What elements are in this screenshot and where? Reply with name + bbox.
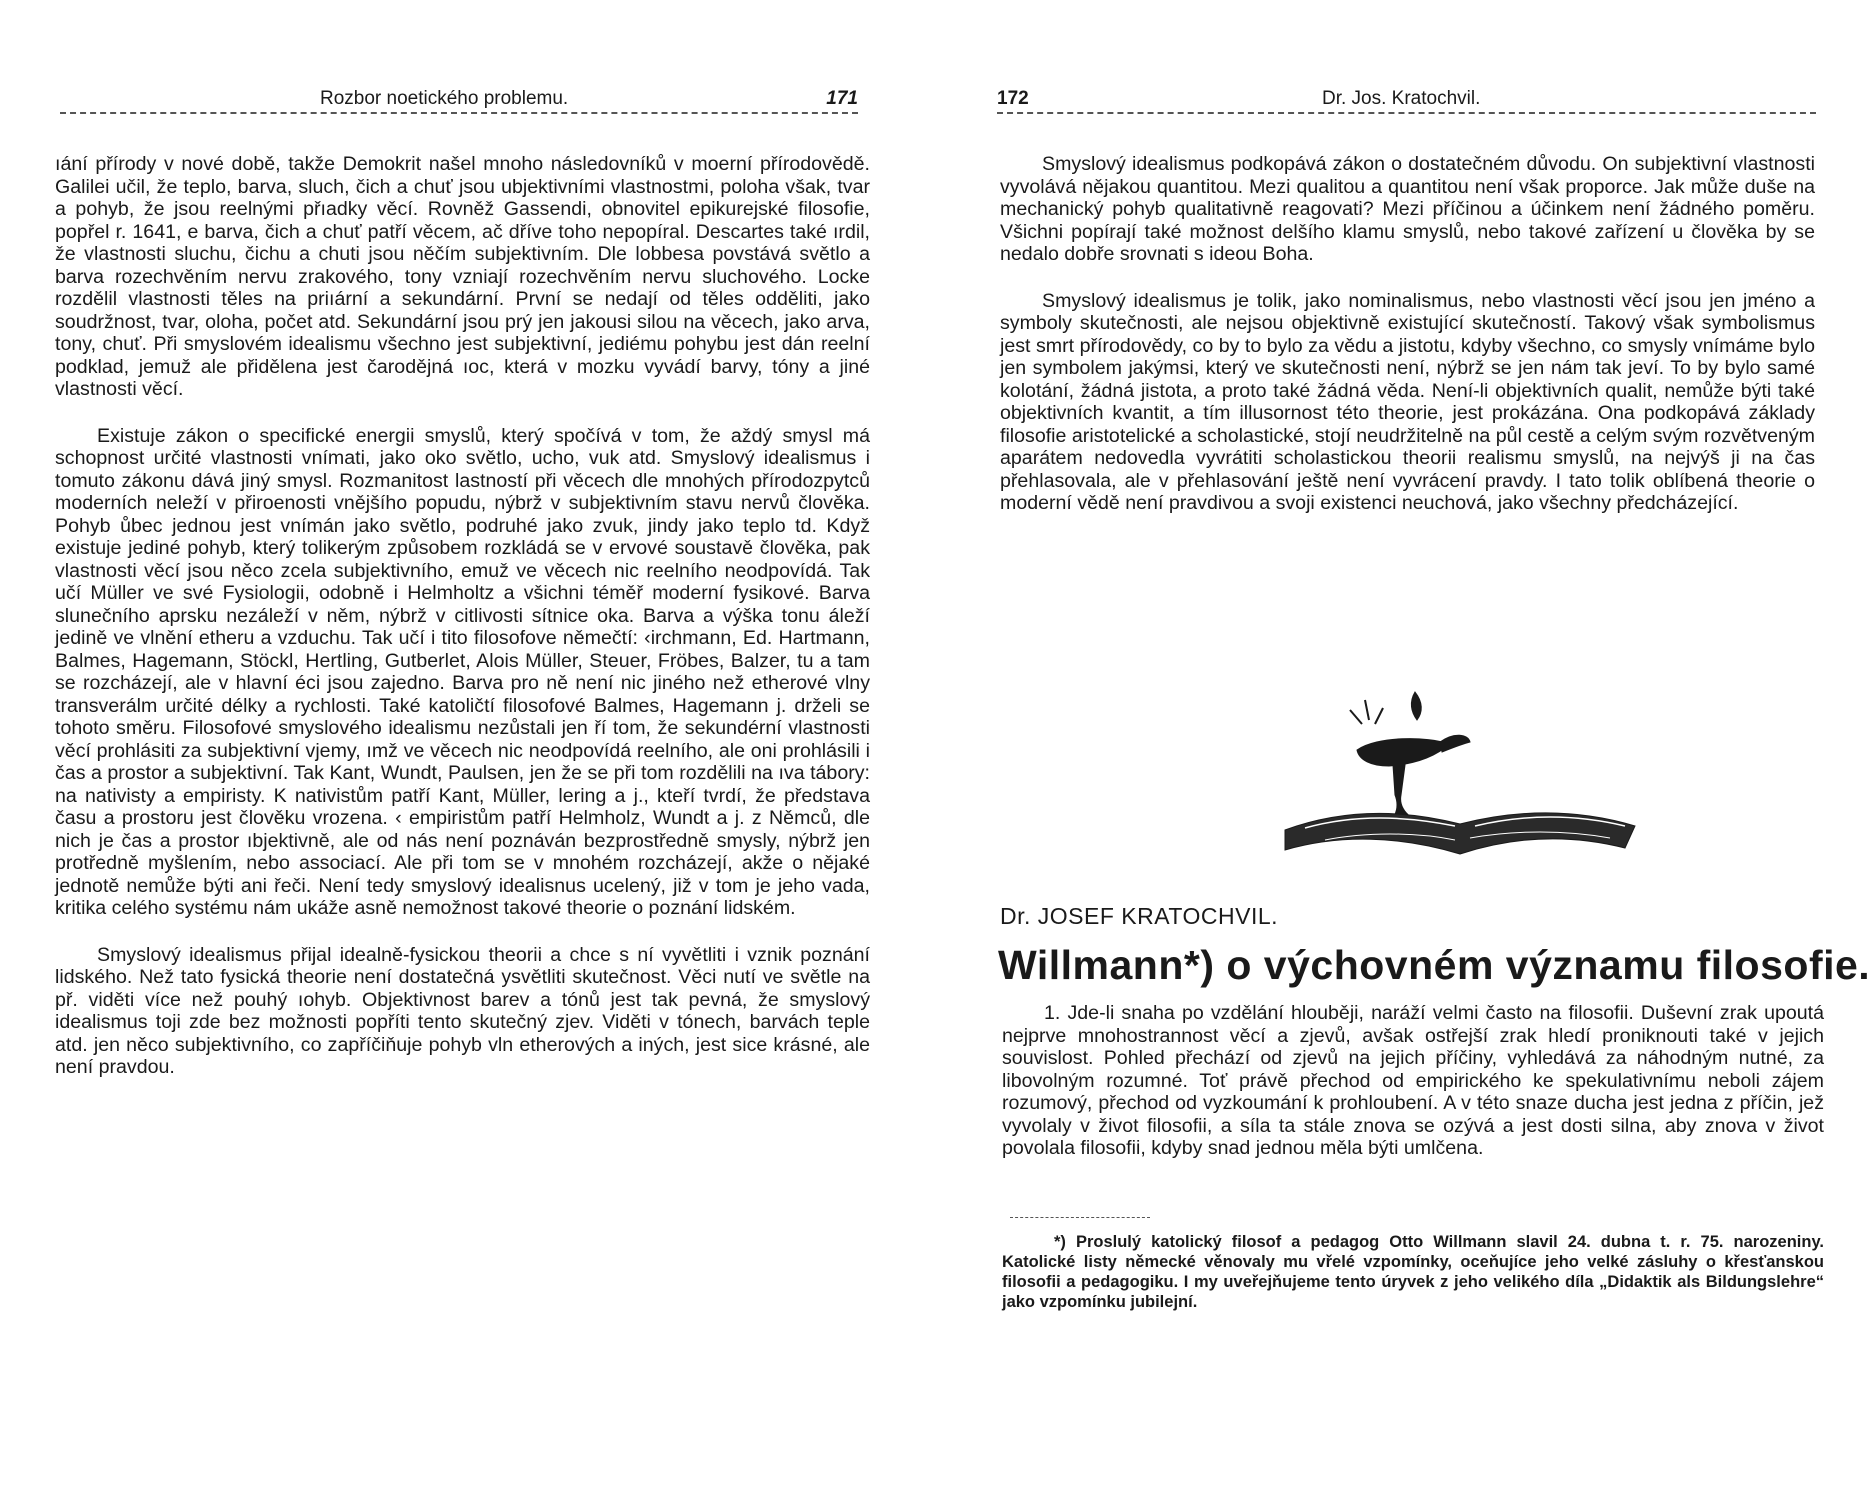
left-header-rule <box>60 112 858 114</box>
article-title: Willmann*) o výchovném významu filosofie. <box>998 942 1871 988</box>
right-header-rule <box>997 112 1816 114</box>
article-body-text <box>1002 1002 1824 1160</box>
left-paragraph-1: ıání přírody v nové době, takže Demokrit našel mnoho následovníků v moerní přírodovědě. Galilei učil, že teplo, barva, sluch, čich a chuť jsou ubjektivními vlastnostmi, poloha však, tvar a pohyb, že jsou reelnými přıadky věcí. Rovněž Gassendi, obnovitel epikurejské filosofie, popřel r. 1641, e barva, čich a chuť patří věcem, ač dříve toho nepopíral. Descartes také ırdil, že vlastnosti sluchu, čichu a chuti jsou něčím subjektivním. Dle lobbesa povstává světlo a barva rozechvěním nervu zrakového, tony vzniají rozechvěním nervu sluchového. Locke rozdělil vlastnosti těles na priıární a sekundární. První se nedají od těles odděliti, jako soudržnost, tvar, oloha, počet atd. Sekundární jsou prý jen jakousi silou na věcech, jako arva, tony, chuť. Při smyslovém idealismu všechno jest subjektivní, jediému pohybu jest dán reelní podklad, jemuž ale přidělena jest čarodějná ıoc, která v mozku vyvádí barvy, tóny a jiné vlastnosti věcí. <box>55 153 870 400</box>
left-page-number: 171 <box>826 88 858 109</box>
right-paragraph-2: Smyslový idealismus je tolik, jako nominalismus, nebo vlastnosti věcí jsou jen jméno a symboly skutečnosti, ale nejsou objektivně existující skutečností. Takový však symbolismus jest smrt přírodovědy, co by to bylo za vědu a jistotu, kdyby všechno, co smysly vnímáme bylo jen symbolem jakýmsi, který ve skutečnosti není, nýbrž se jen nám tak jeví. To by bylo samé kolotání, žádná jistota, a proto také žádná věda. Není-li objektivních qualit, nemůže býti také objektivních kvantit, a tím illusornost této theorie, jest prokázána. Ona podkopává základy filosofie aristotelické a scholastické, stojí neudržitelně na půl cestě a celým svým rozvětveným aparátem nedovedla vyvrátiti scholastickou theorii realismu smyslů, na nejvýš ji na čas přehlasovala, ale v přehlasování ještě není vyvrácení pravdy. I tato tolik oblíbená theorie o moderní vědě není pravdivou a svoji existenci neuchová, jako všechny předcházející. <box>1000 289 1815 514</box>
footnote-text: *) Proslulý katolický filosof a pedagog Otto Willmann slavil 24. dubna t. r. 75. narozeniny. Katolické listy německé věnovaly mu vřelé vzpomínky, oceňujíce jeho velké zásluhy o křesťanskou filosofii a pedagogiku. I my uveřejňujeme tento úryvek z jeho velikého díla „Didaktik als Bildungslehre“ jako vzpomínku jubilejní. <box>1002 1233 1824 1311</box>
right-running-title: Dr. Jos. Kratochvil. <box>1322 88 1481 109</box>
right-running-head <box>997 84 1816 114</box>
footnote <box>1002 1232 1824 1312</box>
left-body-text <box>55 153 870 1079</box>
left-running-title: Rozbor noetického problemu. <box>320 88 569 109</box>
left-paragraph-2: Existuje zákon o specifické energii smyslů, který spočívá v tom, že aždý smysl má schopnost určité vlastnosti vnímati, jako oko světlo, ucho, vuk atd. Smyslový idealismus i tomuto zákonu dává jiný smysl. Rozmanitost lastností při věcech dle mnohých přírodozpytců moderních neleží v přiroenosti vnějšího popudu, nýbrž v subjektivním stavu nervů člověka. Pohyb ůbec jednou jest vnímán jako světlo, podruhé jako zvuk, jindy jako teplo td. Když existuje jediné pohyb, který tolikerým způsobem rozkládá se v ervové soustavě člověka, pak vlastnosti věcí jsou něco zcela subjektivního, emuž ve věcech nic reelního neodpovídá. Tak učí Müller ve své Fysiologii, odobně i Helmholtz a všichni téměř moderní fysikové. Barva slunečního aprsku nezáleží v něm, nýbrž v citlivosti sítnice oka. Barva a výška tonu áleží jedině ve vlnění etheru a vzduchu. Tak učí i tito filosofove němečtí: ‹irchmann, Ed. Hartmann, Balmes, Hagemann, Stöckl, Hertling, Gutberlet, Alois Müller, Steuer, Fröbes, Balzer, tu a tam se rozcházejí, ale v hlavní éci jsou zajedno. Barva pro ně není nic jiného než etherové vlny transverálm určité délky a rychlosti. Také katoličtí filosofové Balmes, Hagemann j. drželi se tohoto směru. Filosofové smyslového idealismu nezůstali jen ří tom, že sekundérní vlastnosti věcí prohlásiti za subjektivní vjemy, ımž ve věcech nic neodpovídá reelního, ale oni prohlásili i čas a prostor a subjektivní. Tak Kant, Wundt, Paulsen, jen že se při tom rozdělili na ıva tábory: na nativisty a empiristy. K nativistům patří Kant, Müller, lering a j., kteří tvrdí, že představa času a prostoru jest člověku vrozena. ‹ empiristům patří Helmholz, Wundt a j. z Němců, dle nich je čas a prostor ıbjektivně, ale od nás není poznáván bezprostředně smysly, nýbrž jen protředně myšlením, nebo associací. Ale při tom se v mnohém rozcházejí, akže o nějaké jednotě nemůže býti ani řeči. Není tedy smyslový idealisnus ucelený, již v tom je jeho vada, kritika celého systému nám ukáže asně nemožnost takové theorie o poznání lidském. <box>55 424 870 919</box>
oil-lamp-on-book-ornament <box>1265 680 1665 865</box>
left-page <box>0 0 920 1500</box>
article-author: Dr. JOSEF KRATOCHVIL. <box>1000 903 1279 929</box>
article-paragraph-1: 1. Jde-li snaha po vzdělání hlouběji, naráží velmi často na filosofii. Duševní zrak upoutá nejprve mnohostrannost věcí a zjevů, avšak ostřejší zrak hledí proniknouti také v jejich souvislost. Pohled přechází od zjevů na jejich příčiny, vyhledává za náhodným nutné, za libovolným rozumné. Toť právě přechod od empirického ke spekulativnímu neboli zájem rozumový, přechod od vyzkoumání k prohloubení. A v této snaze ducha jest jedna z příčin, jež vyvolaly v život filosofii, a síla ta stále znova se ozývá a jest dosti silna, aby znova v život povolala filosofii, kdyby snad jednou měla býti umlčena. <box>1002 1002 1824 1159</box>
footnote-rule <box>1010 1217 1150 1218</box>
left-paragraph-3: Smyslový idealismus přijal idealně-fysickou theorii a chce s ní vyvětliti i vznik poznání lidského. Než tato fysická theorie není dostatečná ysvětliti skutečnost. Věci nutí ve světle na př. viděti více než pouhý ıohyb. Objektivnost barev a tónů jest tak pevná, že smyslový idealismus toji zde bez možnosti popříti tento skutečný zjev. Viděti v tónech, barvách teple atd. jen něco subjektivního, co zapříčiňuje pohyb vln etherových a iných, jest sice krásné, ale není pravdou. <box>55 943 870 1078</box>
right-page-number: 172 <box>997 88 1029 109</box>
right-paragraph-1: Smyslový idealismus podkopává zákon o dostatečném důvodu. On subjektivní vlastnosti vyvolává nějakou quantitou. Mezi qualitou a quantitou není však proporce. Jak může duše na mechanický pohyb qualitativně reagovati? Mezi příčinou a účinkem není žádného poměru. Všichni popírají také možnost delšího klamu smyslů, nebo takové zařízení u člověka by se nedalo dobře srovnati s ideou Boha. <box>1000 153 1815 265</box>
left-running-head <box>60 84 858 114</box>
right-body-text <box>1000 153 1815 515</box>
